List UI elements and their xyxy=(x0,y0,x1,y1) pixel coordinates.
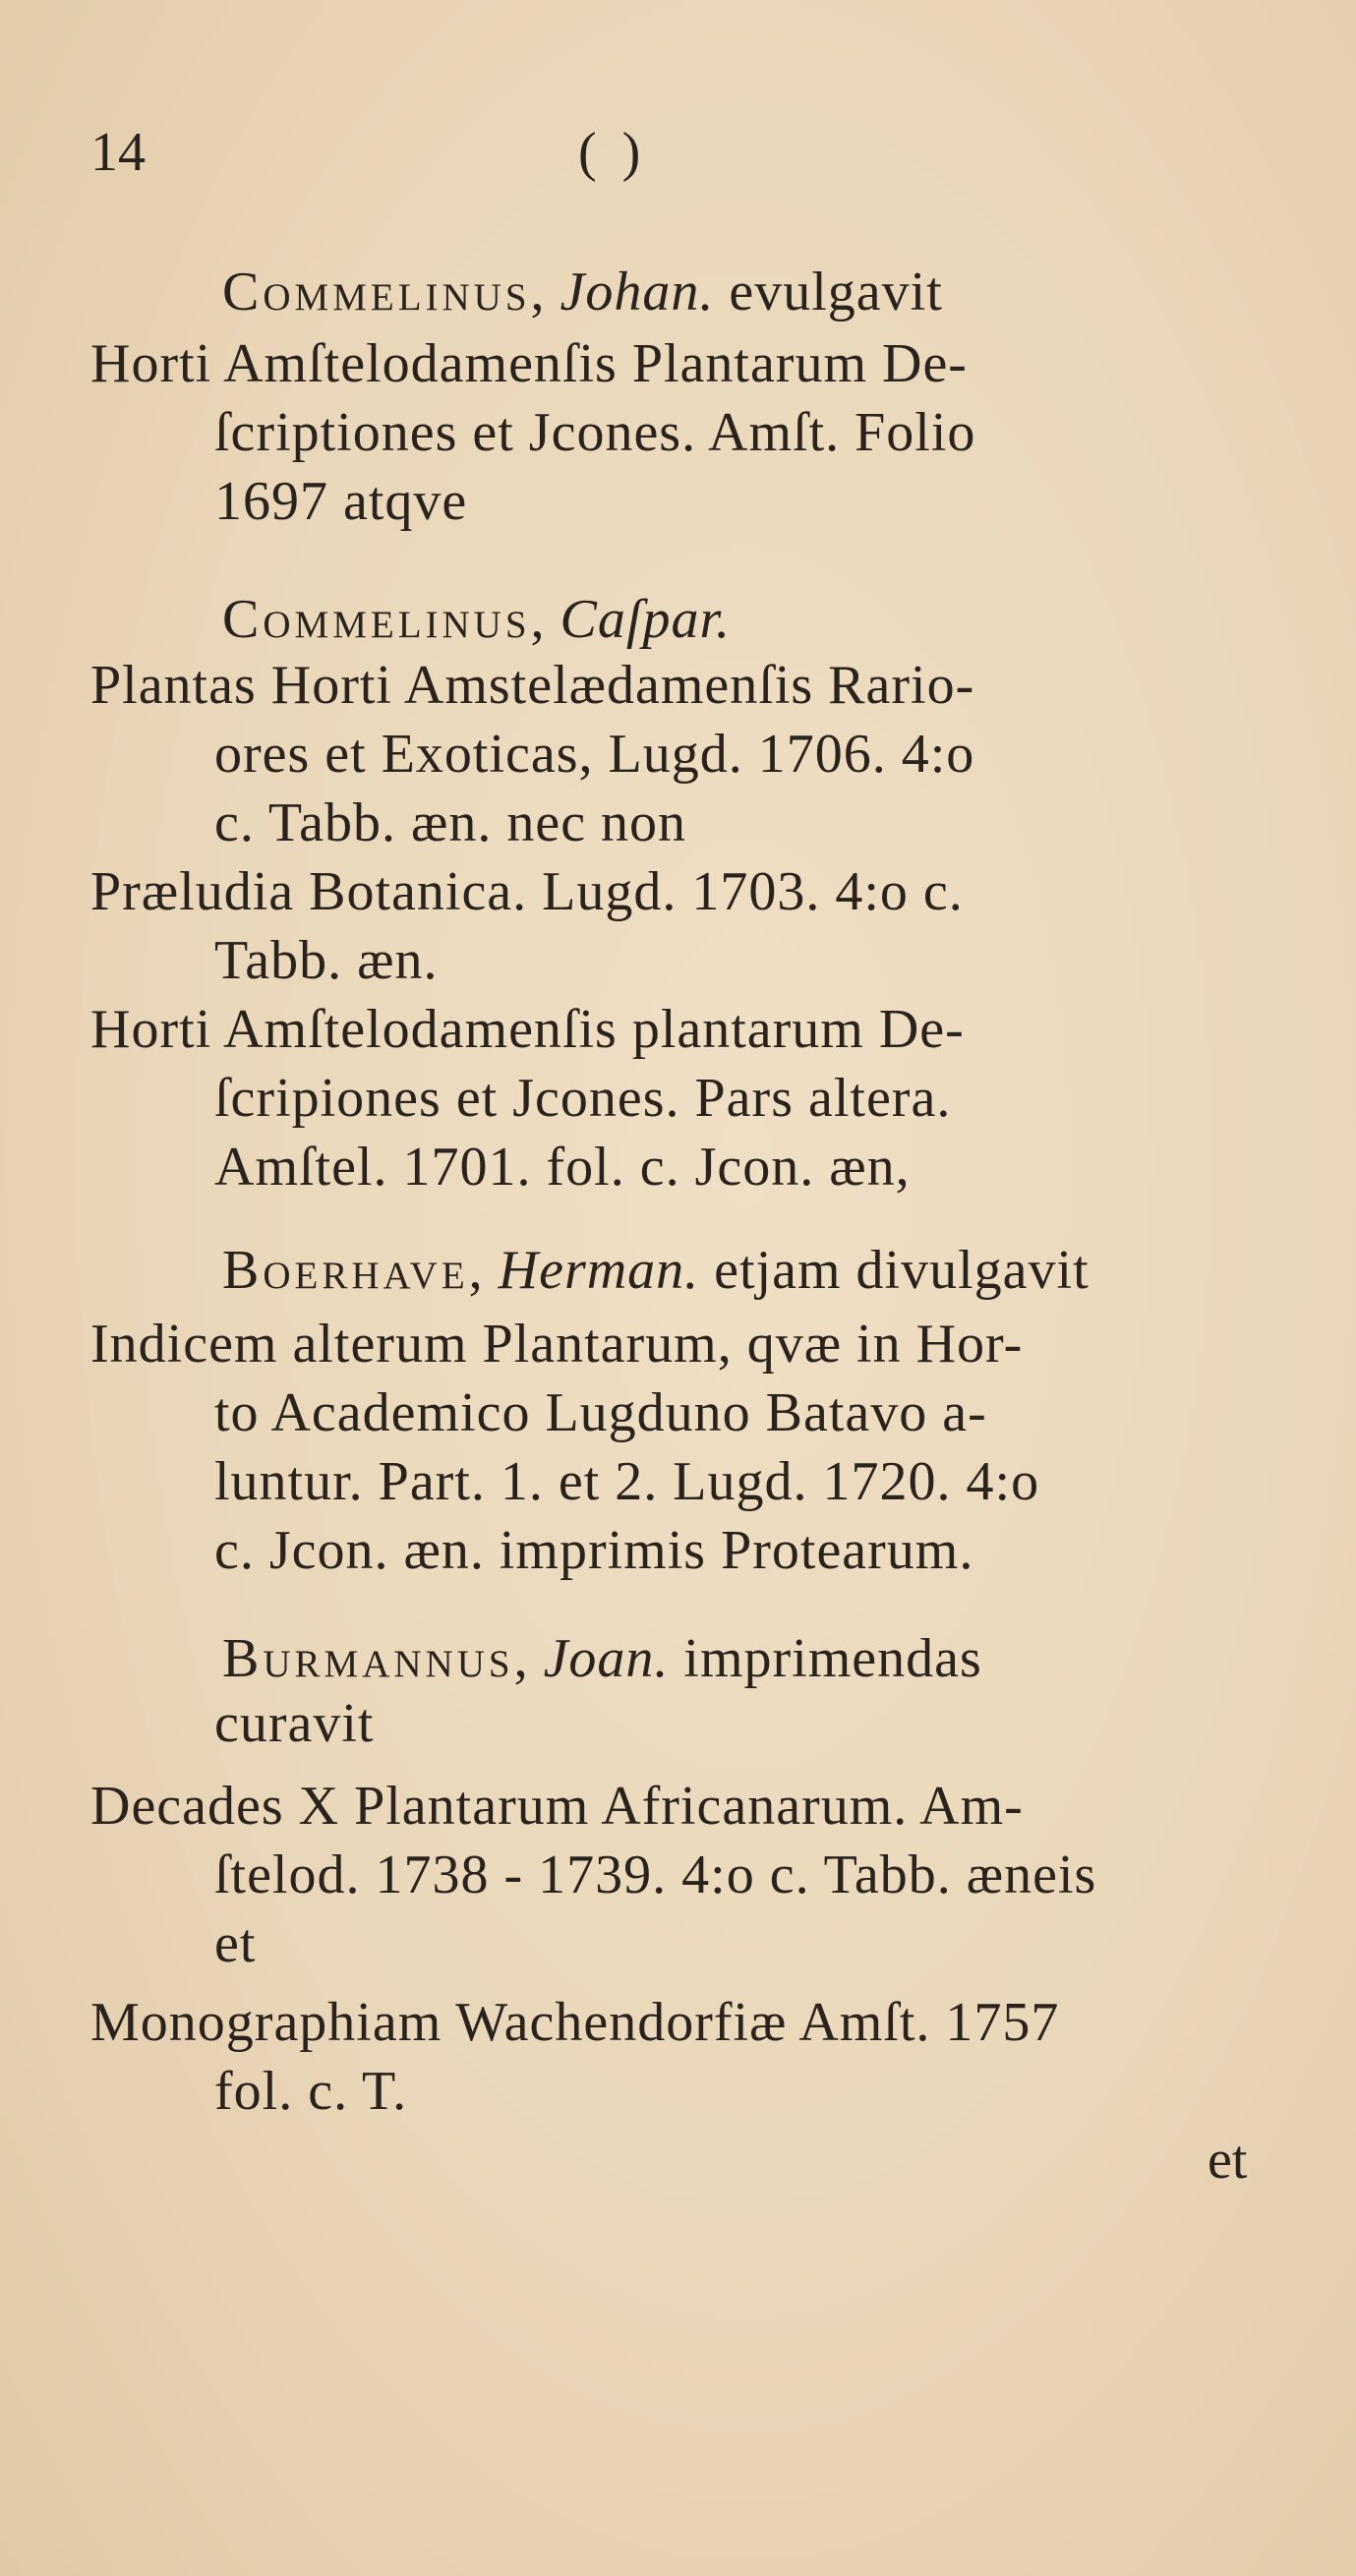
entry-heading: Commelinus, Caſpar. xyxy=(222,589,732,650)
author-forename: Caſpar. xyxy=(560,589,732,650)
entry-line: Amſtel. 1701. fol. c. Jcon. æn, xyxy=(214,1137,911,1198)
entry-line: Horti Amſtelodamenſis plantarum De- xyxy=(90,999,965,1060)
entry-note: imprimendas xyxy=(683,1628,982,1689)
entry-line: Decades X Plantarum Africanarum. Am- xyxy=(90,1776,1024,1837)
author-forename: Herman. xyxy=(498,1240,700,1301)
entry-line: Monographiam Wachendorfiæ Amſt. 1757 xyxy=(90,1992,1060,2053)
entry-heading: Commelinus, Johan. evulgavit xyxy=(222,262,943,322)
entry-line: Præludia Botanica. Lugd. 1703. 4:o c. xyxy=(90,861,964,922)
entry-line: ſtelod. 1738 - 1739. 4:o c. Tabb. æneis xyxy=(214,1844,1097,1905)
entry-line: fol. c. T. xyxy=(214,2061,408,2122)
entry-line: Tabb. æn. xyxy=(214,930,439,991)
entry-note: etjam divulgavit xyxy=(714,1240,1090,1301)
author-forename: Joan. xyxy=(543,1628,670,1689)
entry-line: Indicem alterum Plantarum, qvæ in Hor- xyxy=(90,1314,1024,1375)
author-name: Boerhave xyxy=(222,1240,469,1301)
author-forename: Johan. xyxy=(560,262,715,322)
catchword: et xyxy=(1208,2130,1248,2191)
entry-line: to Academico Lugduno Batavo a- xyxy=(214,1382,987,1443)
author-name: Commelinus xyxy=(222,589,531,650)
author-name: Burmannus xyxy=(222,1628,514,1689)
entry-line: Plantas Horti Amstelædamenſis Rario- xyxy=(90,655,975,716)
page-header-parens: ( ) xyxy=(578,122,647,183)
entry-line: 1697 atqve xyxy=(214,471,468,532)
entry-line: ores et Exoticas, Lugd. 1706. 4:o xyxy=(214,724,975,785)
page-number: 14 xyxy=(90,122,146,183)
author-name: Commelinus xyxy=(222,262,531,322)
entry-line: luntur. Part. 1. et 2. Lugd. 1720. 4:o xyxy=(214,1451,1040,1512)
entry-line: curavit xyxy=(214,1693,375,1754)
entry-line: c. Tabb. æn. nec non xyxy=(214,792,687,853)
entry-line: ſcripiones et Jcones. Pars altera. xyxy=(214,1068,952,1129)
entry-line: c. Jcon. æn. imprimis Protearum. xyxy=(214,1520,974,1581)
entry-line: ſcriptiones et Jcones. Amſt. Folio xyxy=(214,402,976,463)
entry-heading: Boerhave, Herman. etjam divulgavit xyxy=(222,1240,1090,1301)
entry-heading: Burmannus, Joan. imprimendas xyxy=(222,1628,982,1689)
entry-line: et xyxy=(214,1913,257,1974)
entry-line: Horti Amſtelodamenſis Plantarum De- xyxy=(90,333,968,394)
entry-note: evulgavit xyxy=(729,262,943,322)
